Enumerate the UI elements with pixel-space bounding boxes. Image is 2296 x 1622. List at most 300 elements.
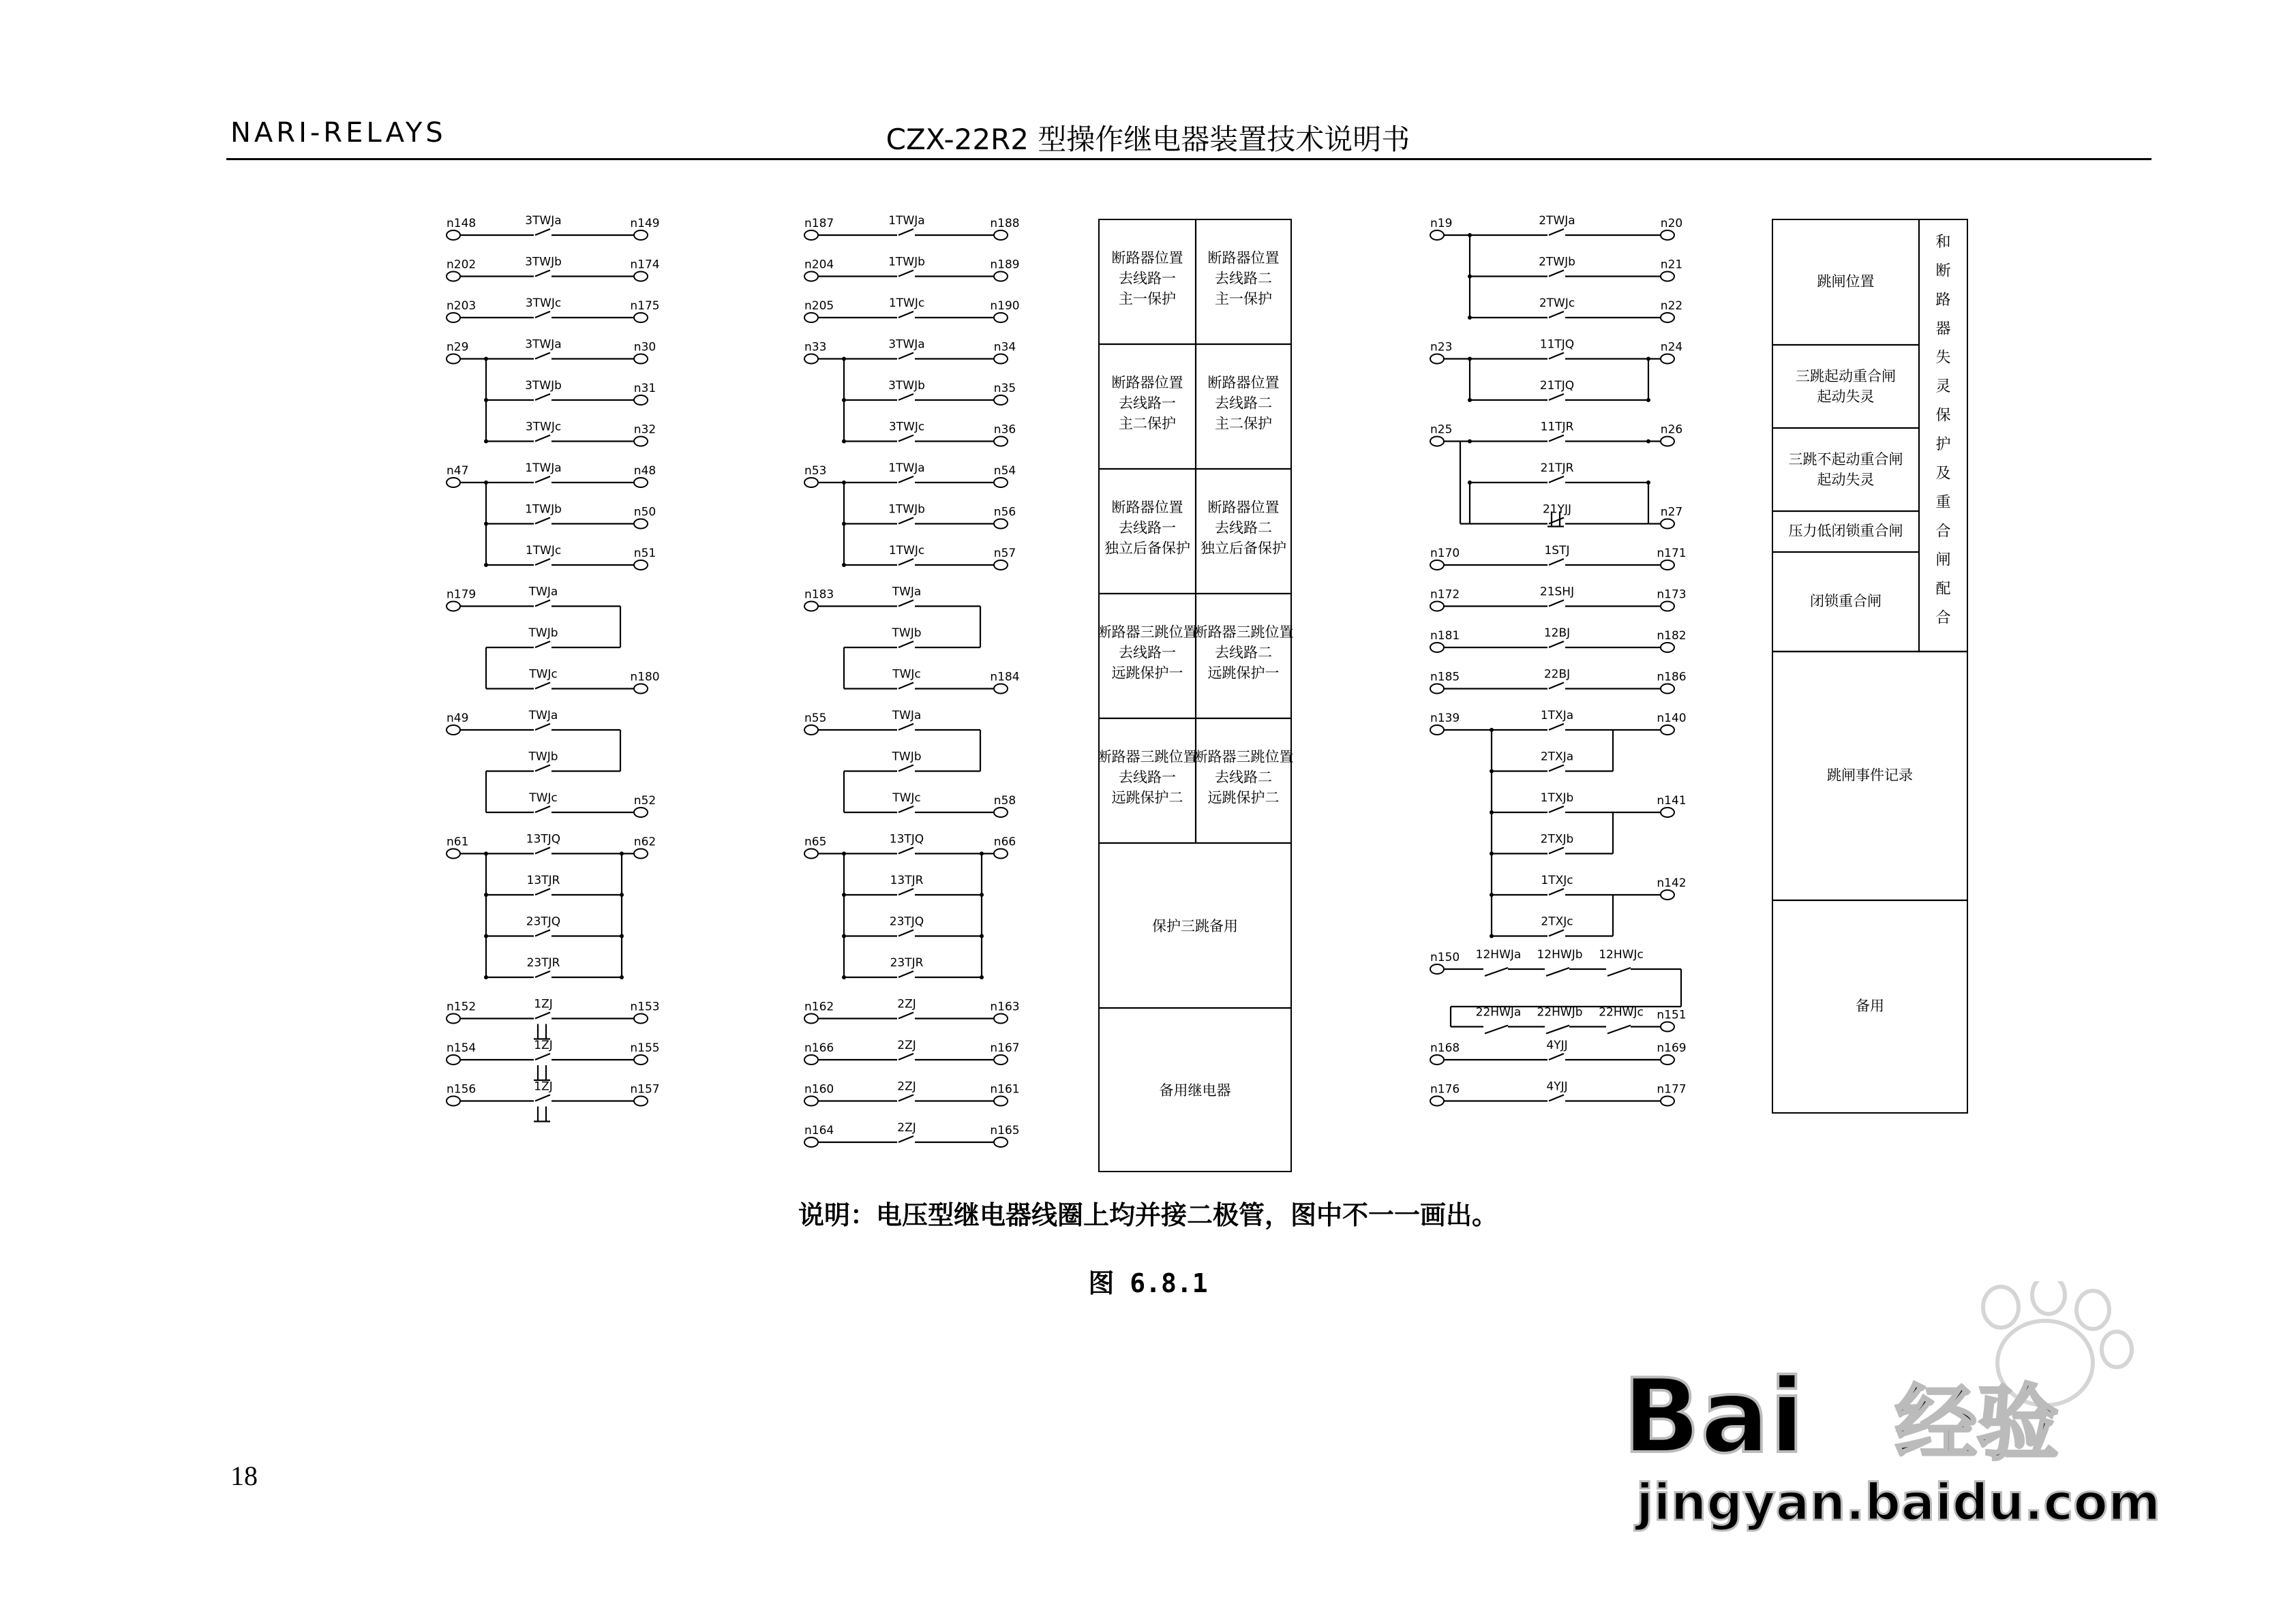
contact-label: 22HWJb: [1537, 1005, 1583, 1020]
terminal-label: n188: [990, 217, 1020, 230]
terminal-circle: [447, 230, 460, 240]
contact-blade: [535, 1013, 550, 1019]
terminal-circle: [634, 684, 648, 694]
terminal-label: n62: [633, 835, 656, 849]
contact-blade: [898, 724, 913, 730]
terminal-circle: [994, 560, 1008, 570]
terminal-circle: [1430, 354, 1444, 364]
contact-label: 22HWJc: [1599, 1005, 1644, 1020]
terminal-circle: [1430, 1097, 1444, 1106]
table-cell-text: 断路器三跳位置: [1097, 624, 1198, 641]
terminal-circle: [447, 1097, 460, 1106]
contact-label: 23TJR: [890, 956, 924, 970]
contact-blade: [1549, 229, 1564, 235]
table-cell-text: 断路器三跳位置: [1193, 748, 1294, 765]
contact-label: 1TWJa: [525, 461, 562, 475]
contact-label: 1TWJc: [525, 544, 562, 557]
contact-blade: [535, 271, 550, 277]
contact-label: TWJa: [528, 709, 558, 722]
contact-blade: [898, 765, 913, 771]
contact-label: 1STJ: [1544, 544, 1570, 557]
contact-blade: [898, 1095, 913, 1101]
contact-label: 2TWJa: [1539, 214, 1575, 228]
terminal-label: n169: [1657, 1041, 1687, 1055]
contact-label: 2TWJb: [1539, 255, 1575, 269]
contact-blade: [1549, 1054, 1564, 1060]
terminal-circle: [1430, 602, 1444, 611]
terminal-label: n152: [447, 1000, 477, 1014]
terminal-label: n180: [630, 670, 660, 684]
terminal-circle: [804, 272, 818, 281]
contact-label: 3TWJb: [525, 255, 562, 269]
table-cell-text: 压力低闭锁重合闸: [1788, 523, 1903, 539]
terminal-label: n66: [993, 835, 1016, 849]
contact-blade: [898, 271, 913, 277]
contact-label: 23TJQ: [889, 915, 924, 929]
contact-blade: [1549, 806, 1564, 812]
contact-label: 1TWJa: [888, 461, 925, 475]
contact-blade: [898, 806, 913, 812]
terminal-label: n148: [447, 217, 477, 230]
contact-label: 1TWJb: [888, 255, 925, 269]
terminal-circle: [1430, 560, 1444, 570]
terminal-label: n163: [990, 1000, 1020, 1014]
terminal-circle: [804, 849, 818, 859]
page-number: 18: [230, 1460, 258, 1491]
terminal-circle: [1661, 602, 1674, 611]
terminal-circle: [1661, 1055, 1674, 1065]
terminal-circle: [994, 1097, 1008, 1106]
terminal-label: n167: [990, 1041, 1020, 1055]
terminal-circle: [634, 1014, 648, 1024]
table-cell-text: 保护三跳备用: [1152, 918, 1238, 934]
diagram-note: 说明：电压型继电器线圈上均并接二极管，图中不一一画出。: [798, 1200, 1498, 1230]
terminal-label: n187: [804, 217, 834, 230]
terminal-circle: [1661, 684, 1674, 694]
terminal-label: n182: [1657, 629, 1687, 643]
terminal-circle: [804, 1137, 818, 1147]
contact-label: 13TJR: [526, 874, 560, 887]
terminal-label: n142: [1657, 876, 1687, 890]
contact-blade: [1485, 968, 1508, 976]
terminal-label: n30: [633, 340, 656, 354]
table-cell-text: 远跳保护二: [1207, 789, 1280, 806]
junction-dot: [1490, 852, 1494, 856]
terminal-circle: [634, 1055, 648, 1065]
contact-blade: [898, 889, 913, 895]
terminal-label: n170: [1430, 547, 1460, 560]
terminal-label: n179: [447, 587, 477, 602]
side-column-char: 重: [1935, 493, 1951, 511]
table-cell-text: 去线路二: [1215, 270, 1272, 287]
terminal-label: n184: [990, 670, 1020, 684]
terminal-label: n157: [630, 1082, 660, 1097]
table-cell-text: 跳闸位置: [1817, 273, 1875, 290]
terminal-label: n23: [1430, 340, 1453, 354]
contact-blade: [1549, 765, 1564, 771]
contact-label: 2TWJc: [1539, 296, 1575, 310]
terminal-circle: [1661, 437, 1674, 446]
terminal-label: n175: [630, 299, 660, 313]
contact-label: 3TWJc: [888, 420, 925, 434]
terminal-label: n150: [1430, 951, 1460, 964]
contact-blade: [1549, 683, 1564, 689]
terminal-label: n202: [447, 258, 477, 272]
contact-label: 21TJQ: [1539, 379, 1575, 393]
contact-blade: [535, 724, 550, 730]
contact-label: TWJa: [892, 709, 922, 722]
terminal-circle: [994, 849, 1008, 859]
contact-blade: [535, 1095, 550, 1101]
side-column-char: 配: [1935, 581, 1951, 598]
terminal-label: n156: [447, 1082, 477, 1097]
terminal-label: n165: [990, 1124, 1020, 1137]
terminal-label: n33: [804, 340, 827, 354]
terminal-label: n56: [993, 505, 1016, 519]
terminal-circle: [1430, 437, 1444, 446]
terminal-circle: [447, 1014, 460, 1024]
side-column-char: 保: [1935, 407, 1951, 425]
junction-dot: [842, 563, 846, 567]
contact-label: 12HWJb: [1537, 948, 1583, 962]
contact-label: TWJc: [892, 667, 921, 682]
terminal-circle: [1661, 230, 1674, 240]
contact-blade: [535, 683, 550, 689]
terminal-label: n47: [447, 464, 469, 478]
terminal-circle: [804, 1014, 818, 1024]
terminal-circle: [1661, 560, 1674, 570]
contact-label: 2TXJb: [1540, 832, 1574, 846]
terminal-label: n203: [447, 299, 477, 313]
side-column-char: 器: [1935, 320, 1951, 338]
terminal-circle: [804, 478, 818, 487]
terminal-circle: [994, 230, 1008, 240]
terminal-circle: [634, 560, 648, 570]
contact-blade: [1607, 1026, 1631, 1034]
terminal-circle: [994, 1137, 1008, 1147]
terminal-label: n20: [1660, 217, 1683, 230]
terminal-label: n154: [447, 1041, 477, 1055]
terminal-circle: [1430, 964, 1444, 974]
junction-dot: [484, 563, 488, 567]
terminal-label: n22: [1660, 299, 1683, 313]
contact-blade: [535, 971, 550, 977]
terminal-circle: [994, 1014, 1008, 1024]
table-cell-text: 备用: [1856, 998, 1884, 1014]
table-cell-text: 断路器三跳位置: [1193, 624, 1294, 641]
table-cell-text: 主二保护: [1119, 415, 1176, 432]
contact-label: TWJb: [528, 750, 558, 764]
contact-label: 3TWJa: [525, 337, 562, 352]
terminal-circle: [804, 354, 818, 364]
contact-blade: [898, 229, 913, 235]
terminal-circle: [994, 684, 1008, 694]
terminal-circle: [1430, 643, 1444, 652]
contact-label: 13TJQ: [526, 832, 561, 846]
side-column-char: 路: [1935, 291, 1951, 309]
terminal-label: n65: [804, 835, 827, 849]
terminal-circle: [1661, 354, 1674, 364]
contact-label: TWJb: [892, 750, 922, 764]
terminal-label: n171: [1657, 547, 1687, 560]
contact-blade: [898, 1013, 913, 1019]
terminal-label: n190: [990, 299, 1020, 313]
terminal-label: n189: [990, 258, 1020, 272]
terminal-circle: [994, 395, 1008, 405]
table-cell-text: 远跳保护一: [1207, 664, 1280, 682]
contact-label: 23TJQ: [526, 915, 561, 929]
terminal-circle: [1661, 519, 1674, 529]
contact-label: 1TWJa: [888, 214, 925, 228]
contact-blade: [898, 1054, 913, 1060]
contact-label: 3TWJa: [525, 214, 562, 228]
table-cell-text: 独立后备保护: [1200, 540, 1286, 557]
contact-blade: [535, 353, 550, 359]
contact-blade: [898, 683, 913, 689]
contact-label: TWJc: [529, 667, 558, 682]
side-column-char: 合: [1935, 609, 1951, 627]
contact-label: 1TXJa: [1540, 709, 1574, 722]
terminal-circle: [447, 354, 460, 364]
table-cell-text: 断路器位置: [1207, 499, 1280, 516]
terminal-circle: [447, 602, 460, 611]
terminal-label: n162: [804, 1000, 834, 1014]
table-cell-text: 去线路二: [1215, 519, 1272, 536]
junction-dot: [1490, 810, 1494, 814]
contact-blade: [898, 518, 913, 524]
contact-blade: [535, 229, 550, 235]
contact-label: TWJa: [892, 585, 922, 599]
terminal-label: n55: [804, 711, 827, 725]
contact-label: 2ZJ: [897, 1121, 916, 1135]
junction-dot: [1468, 316, 1472, 320]
table-cell-text: 断路器位置: [1111, 374, 1183, 391]
table-cell-text: 断路器位置: [1207, 249, 1280, 266]
contact-label: 12HWJa: [1475, 948, 1522, 962]
table-cell-text: 主一保护: [1119, 290, 1176, 307]
header-brand: NARI-RELAYS: [230, 117, 447, 149]
terminal-circle: [1430, 725, 1444, 735]
table-cell-text: 三跳起动重合闸: [1796, 368, 1896, 384]
contact-label: 12BJ: [1543, 626, 1571, 640]
table-cell-text: 起动失灵: [1817, 388, 1875, 405]
contact-label: 3TWJc: [525, 420, 562, 434]
table-cell-text: 去线路一: [1119, 644, 1176, 661]
terminal-label: n149: [630, 217, 660, 230]
terminal-label: n53: [804, 464, 827, 478]
terminal-label: n48: [633, 464, 656, 478]
contact-blade: [898, 641, 913, 647]
contact-blade: [535, 311, 550, 318]
table-cell-text: 去线路二: [1215, 395, 1272, 412]
baidu-watermark-logo: [1609, 1281, 2168, 1540]
contact-label: 4YJJ: [1546, 1039, 1568, 1052]
terminal-label: n161: [990, 1082, 1020, 1097]
terminal-circle: [1661, 272, 1674, 281]
table-cell-text: 备用继电器: [1159, 1082, 1231, 1099]
contact-label: 1TWJb: [525, 502, 562, 517]
table-cell-text: 断路器三跳位置: [1097, 748, 1198, 765]
terminal-label: n21: [1660, 258, 1683, 272]
table-cell-text: 去线路一: [1119, 769, 1176, 786]
terminal-circle: [447, 849, 460, 859]
table-cell-text: 三跳不起动重合闸: [1788, 451, 1903, 468]
contact-blade: [1549, 641, 1564, 647]
table-cell-text: 主一保护: [1215, 290, 1272, 307]
terminal-circle: [634, 437, 648, 446]
contact-label: 1ZJ: [534, 1039, 553, 1052]
terminal-label: n31: [633, 382, 656, 395]
table-cell-text: 去线路一: [1119, 519, 1176, 536]
terminal-circle: [994, 437, 1008, 446]
contact-blade: [898, 394, 913, 400]
terminal-circle: [994, 519, 1008, 529]
table-cell-text: 主二保护: [1215, 415, 1272, 432]
contact-label: 11TJQ: [1539, 337, 1575, 352]
contact-blade: [535, 765, 550, 771]
terminal-label: n174: [630, 258, 660, 272]
terminal-label: n27: [1660, 505, 1683, 519]
terminal-circle: [634, 230, 648, 240]
side-column-char: 闸: [1935, 551, 1951, 569]
contact-blade: [898, 353, 913, 359]
contact-label: 2TXJc: [1541, 915, 1573, 929]
terminal-circle: [1430, 1055, 1444, 1065]
terminal-circle: [447, 313, 460, 322]
terminal-label: n141: [1657, 794, 1687, 808]
contact-blade: [535, 889, 550, 895]
contact-label: 1TXJb: [1540, 791, 1574, 805]
table-cell-text: 断路器位置: [1111, 249, 1183, 266]
terminal-circle: [1661, 643, 1674, 652]
contact-label: 1TWJc: [888, 296, 925, 310]
contact-blade: [1549, 353, 1564, 359]
contact-blade: [535, 806, 550, 812]
contact-blade: [535, 930, 550, 936]
side-column-char: 护: [1935, 436, 1951, 453]
terminal-label: n140: [1657, 711, 1687, 725]
terminal-circle: [804, 1097, 818, 1106]
contact-blade: [1549, 889, 1564, 895]
contact-label: 21TJR: [1540, 461, 1574, 475]
terminal-circle: [804, 313, 818, 322]
contact-label: 1TXJc: [1541, 874, 1573, 887]
terminal-label: n151: [1657, 1008, 1687, 1022]
terminal-circle: [994, 808, 1008, 817]
contact-blade: [1549, 476, 1564, 483]
junction-dot: [1490, 934, 1494, 938]
terminal-circle: [634, 519, 648, 529]
terminal-label: n181: [1430, 629, 1460, 643]
contact-label: 22BJ: [1543, 667, 1571, 682]
terminal-label: n26: [1660, 423, 1683, 437]
terminal-label: n166: [804, 1041, 834, 1055]
contact-label: 1TWJb: [888, 502, 925, 517]
figure-caption: 图 6.8.1: [1088, 1268, 1208, 1298]
side-column-char: 灵: [1935, 378, 1951, 396]
terminal-label: n176: [1430, 1082, 1460, 1097]
terminal-circle: [1430, 230, 1444, 240]
terminal-label: n61: [447, 835, 469, 849]
terminal-label: n153: [630, 1000, 660, 1014]
terminal-label: n32: [633, 423, 656, 437]
document-title: CZX-22R2 型操作继电器装置技术说明书: [886, 123, 1410, 156]
terminal-circle: [447, 1055, 460, 1065]
contact-blade: [898, 311, 913, 318]
terminal-label: n172: [1430, 587, 1460, 602]
contact-blade: [535, 1054, 550, 1060]
terminal-label: n35: [993, 382, 1016, 395]
contact-blade: [535, 435, 550, 442]
terminal-circle: [1661, 808, 1674, 817]
contact-blade: [535, 600, 550, 607]
svg-text:jingyan.baidu.com: jingyan.baidu.com: [1636, 1473, 2161, 1532]
contact-blade: [898, 930, 913, 936]
terminal-circle: [634, 313, 648, 322]
junction-dot: [1646, 440, 1650, 444]
table-cell-text: 去线路二: [1215, 644, 1272, 661]
contact-blade: [898, 600, 913, 607]
terminal-circle: [634, 478, 648, 487]
terminal-label: n168: [1430, 1041, 1460, 1055]
svg-text:经验: 经验: [1895, 1377, 2059, 1471]
contact-blade: [1549, 311, 1564, 318]
contact-label: 21SHJ: [1539, 585, 1575, 599]
contact-label: 3TWJb: [888, 379, 925, 393]
contact-blade: [1485, 1026, 1508, 1034]
terminal-label: n164: [804, 1124, 834, 1137]
terminal-label: n185: [1430, 670, 1460, 684]
terminal-circle: [994, 478, 1008, 487]
terminal-label: n160: [804, 1082, 834, 1097]
terminal-label: n50: [633, 505, 656, 519]
svg-text:Bai: Bai: [1622, 1358, 1804, 1476]
contact-blade: [1549, 930, 1564, 936]
junction-dot: [1490, 769, 1494, 774]
contact-blade: [535, 394, 550, 400]
terminal-circle: [447, 725, 460, 735]
table-cell-text: 独立后备保护: [1104, 540, 1190, 557]
contact-label: 12HWJc: [1599, 948, 1644, 962]
contact-label: 1TWJc: [888, 544, 925, 557]
contact-label: 3TWJb: [525, 379, 562, 393]
terminal-label: n57: [993, 547, 1016, 560]
terminal-circle: [804, 1055, 818, 1065]
contact-label: 23TJR: [526, 956, 560, 970]
table-cell-text: 远跳保护一: [1111, 664, 1183, 682]
contact-label: TWJb: [528, 626, 558, 640]
terminal-circle: [1661, 890, 1674, 900]
contact-blade: [1546, 968, 1569, 976]
contact-label: 21YJJ: [1542, 502, 1572, 517]
junction-dot: [1468, 440, 1472, 444]
contact-blade: [898, 476, 913, 483]
junction-dot: [842, 440, 846, 444]
terminal-label: n51: [633, 547, 656, 560]
contact-label: 13TJQ: [889, 832, 924, 846]
terminal-label: n58: [993, 794, 1016, 808]
contact-blade: [1549, 559, 1564, 565]
terminal-label: n25: [1430, 423, 1453, 437]
contact-label: TWJc: [892, 791, 921, 805]
terminal-circle: [994, 313, 1008, 322]
contact-label: 11TJR: [1540, 420, 1574, 434]
terminal-circle: [634, 808, 648, 817]
contact-blade: [535, 641, 550, 647]
contact-label: 2TXJa: [1540, 750, 1574, 764]
contact-label: TWJc: [529, 791, 558, 805]
junction-dot: [1490, 728, 1494, 732]
